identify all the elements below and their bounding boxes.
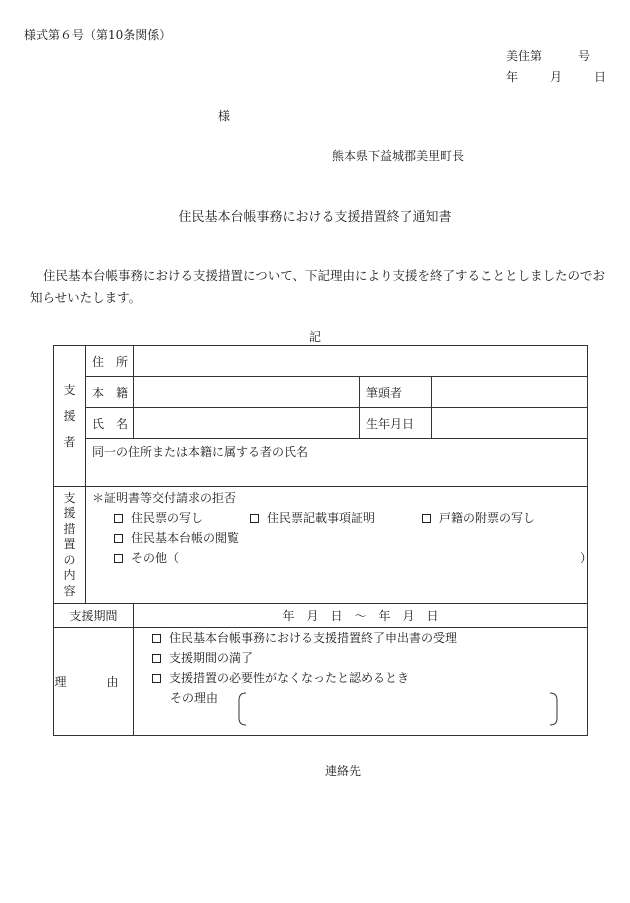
- period-label: 支援期間: [54, 604, 134, 628]
- checkbox-icon[interactable]: [152, 654, 161, 663]
- content-options-row-2: [92, 528, 581, 548]
- reason-label: 理 由: [54, 628, 134, 736]
- hittousha-label: 筆頭者: [360, 377, 432, 408]
- date-month: 月: [550, 70, 563, 84]
- option-juminhyo[interactable]: 住民票の写し: [114, 508, 203, 528]
- option-fuhyo[interactable]: 戸籍の附票の写し: [422, 508, 535, 528]
- honseki-label: 本 籍: [86, 377, 134, 408]
- reason-option-3[interactable]: 支援措置の必要性がなくなったと認めるとき: [152, 668, 587, 688]
- name-label: 氏 名: [86, 408, 134, 439]
- document-title: 住民基本台帳事務における支援措置終了通知書: [178, 210, 452, 225]
- content-area: [86, 487, 593, 604]
- reason-option-2[interactable]: 支援期間の満了: [152, 648, 587, 668]
- honseki-field[interactable]: [134, 377, 360, 408]
- household-members[interactable]: [86, 439, 588, 487]
- option-etsuran[interactable]: 住民基本台帳の閲覧: [114, 528, 239, 548]
- support-table: [53, 345, 593, 736]
- ki-heading: 記: [309, 330, 322, 344]
- birthdate-label: 生年月日: [360, 408, 432, 439]
- checkbox-icon[interactable]: [152, 634, 161, 643]
- content-heading: ＊証明書等交付請求の拒否: [92, 491, 237, 505]
- form-number: 様式第６号（第10条関係）: [24, 28, 172, 42]
- content-options-row-1: [92, 508, 581, 528]
- addressee: 様: [218, 109, 231, 123]
- period-value[interactable]: 年 月 日 ～ 年 月 日: [134, 604, 588, 628]
- reason-detail-label: その理由: [170, 691, 219, 705]
- date-day: 日: [594, 70, 607, 84]
- checkbox-icon[interactable]: [114, 554, 123, 563]
- reason-option-1[interactable]: 住民基本台帳事務における支援措置終了申出書の受理: [152, 628, 587, 648]
- checkbox-icon[interactable]: [114, 514, 123, 523]
- reason-detail-bracket[interactable]: [238, 692, 558, 726]
- body-text: 住民基本台帳事務における支援措置について、下記理由により支援を終了することとしましたのでお知らせいたします。: [30, 268, 606, 305]
- document-number: 美住第 号: [506, 49, 591, 63]
- option-other[interactable]: その他（: [114, 548, 179, 568]
- content-label: 支 援 措 置 の 内 容: [54, 487, 86, 604]
- option-kisai-shomei[interactable]: 住民票記載事項証明: [250, 508, 375, 528]
- checkbox-icon[interactable]: [422, 514, 431, 523]
- address-field[interactable]: [134, 346, 588, 377]
- checkbox-icon[interactable]: [114, 534, 123, 543]
- hittousha-field[interactable]: [432, 377, 588, 408]
- checkbox-icon[interactable]: [250, 514, 259, 523]
- address-label: 住 所: [86, 346, 134, 377]
- supported-person-label: 支 援 者: [54, 346, 86, 487]
- issuer: 熊本県下益城郡美里町長: [332, 149, 465, 163]
- contact-label: 連絡先: [325, 764, 362, 778]
- name-field[interactable]: [134, 408, 360, 439]
- household-label: 同一の住所または本籍に属する者の氏名: [92, 445, 309, 459]
- checkbox-icon[interactable]: [152, 674, 161, 683]
- document-date: [506, 68, 606, 85]
- birthdate-field[interactable]: [432, 408, 588, 439]
- date-year: 年: [506, 70, 519, 84]
- content-options-row-3: [92, 548, 593, 568]
- other-close-paren: ）: [580, 551, 593, 565]
